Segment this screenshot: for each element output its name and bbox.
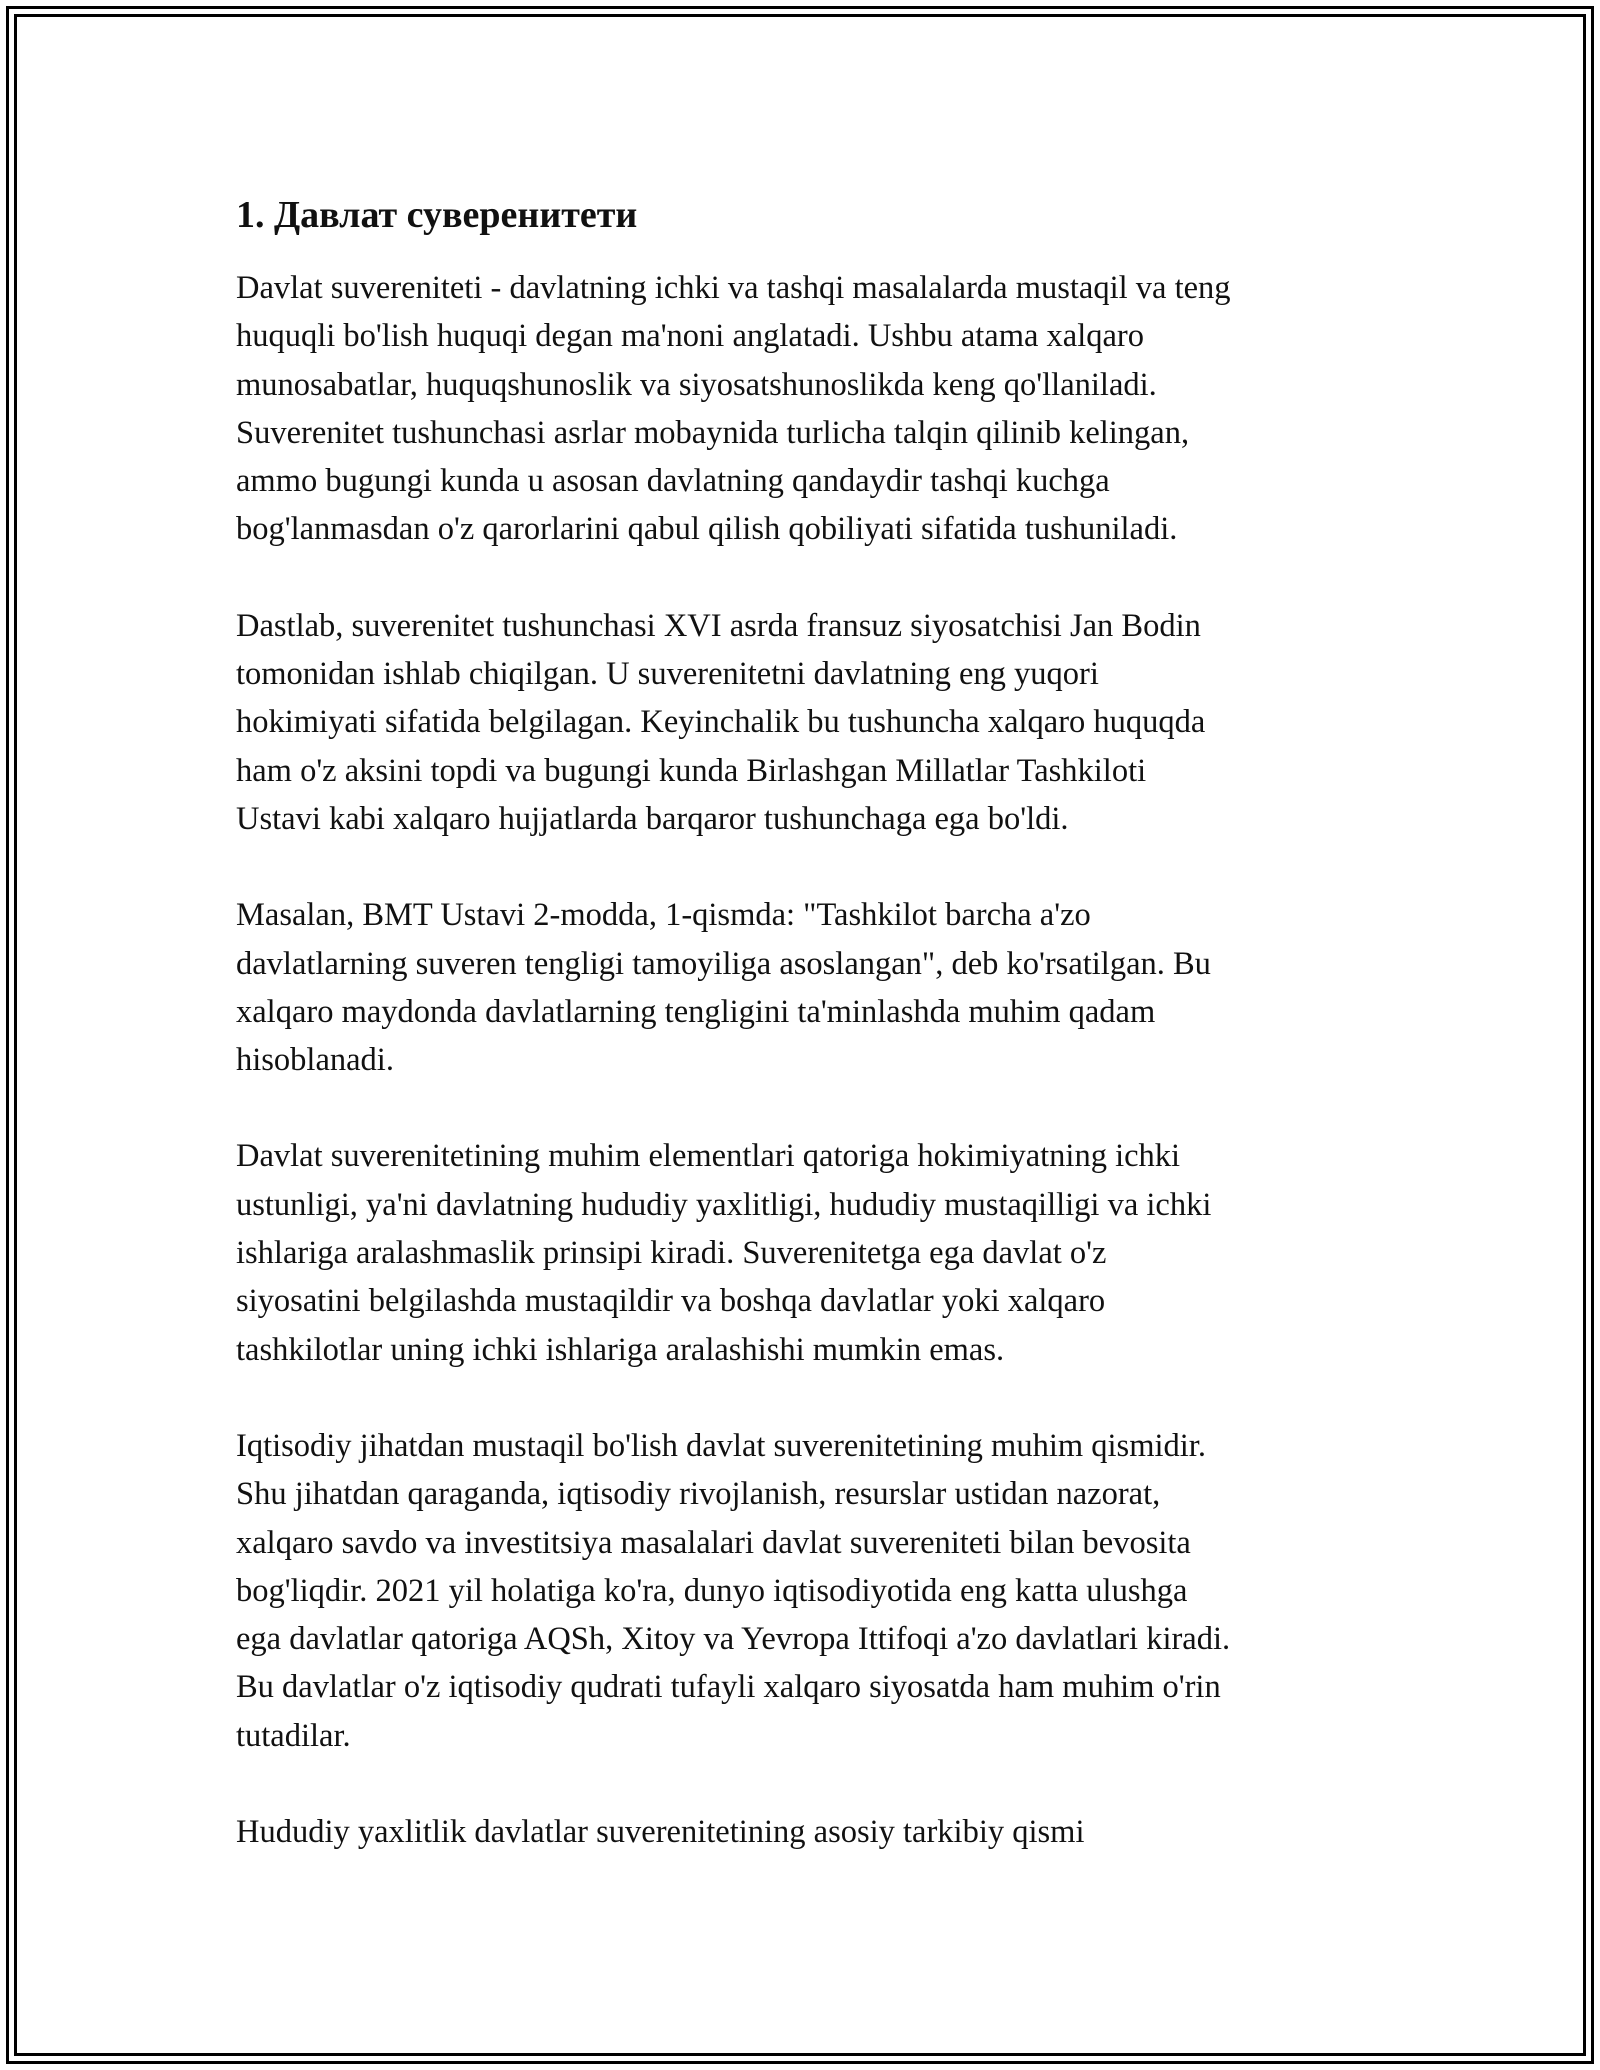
paragraph-5: Iqtisodiy jihatdan mustaqil bo'lish davlat suverenitetining muhim qismidir. Shu jihatdan qaraganda, iqtisodiy rivojlanish, resurslar ustidan nazorat, xalqaro savdo va investitsiya masalalari davlat suvereniteti bilan bevosita bog'liqdir. 2021 yil holatiga ko'ra, dunyo iqtisodiyotida eng katta ulushga ega davlatlar qatoriga AQSh, Xitoy va Yevropa Ittifoqi a'zo davlatlari kiradi. Bu davlatlar o'z iqtisodiy qudrati tufayli xalqaro siyosatda ham muhim o'rin tutadilar. — [236, 1427, 1231, 1754]
paragraph-4: Davlat suverenitetining muhim elementlari qatoriga hokimiyatning ichki ustunligi, ya'ni davlatning hududiy yaxlitligi, hududiy mustaqilligi va ichki ishlariga aralashmaslik prinsipi kiradi. Suverenitetga ega davlat o'z siyosatini belgilashda mustaqildir va boshqa davlatlar yoki xalqaro tashkilotlar uning ichki ishlariga aralashishi mumkin emas. — [236, 1138, 1212, 1368]
paragraph-6: Hududiy yaxlitlik davlatlar suverenitetining asosiy tarkibiy qismi — [236, 1814, 1085, 1851]
paragraph-1: Davlat suvereniteti - davlatning ichki va tashqi masalalarda mustaqil va teng huquqli bo'lish huquqi degan ma'noni anglatadi. Ushbu atama xalqaro munosabatlar, huquqshunoslik va siyosatshunoslikda keng qo'llaniladi. Suverenitet tushunchasi asrlar mobaynida turlicha talqin qilinib kelingan, ammo bugungi kunda u asosan davlatning qandaydir tashqi kuchga bog'lanmasdan o'z qarorlarini qabul qilish qobiliyati sifatida tushuniladi. — [236, 270, 1231, 548]
paragraph-2: Dastlab, suverenitet tushunchasi XVI asrda fransuz siyosatchisi Jan Bodin tomonidan ishlab chiqilgan. U suverenitetni davlatning eng yuqori hokimiyati sifatida belgilagan. Keyinchalik bu tushuncha xalqaro huquqda ham o'z aksini topdi va bugungi kunda Birlashgan Millatlar Tashkiloti Ustavi kabi xalqaro hujjatlarda barqaror tushunchaga ega bo'ldi. — [236, 607, 1206, 837]
paragraph-3: Masalan, BMT Ustavi 2-modda, 1-qismda: "Tashkilot barcha a'zo davlatlarning suveren tengligi tamoyiliga asoslangan", deb ko'rsatilgan. Bu xalqaro maydonda davlatlarning tengligini ta'minlashda muhim qadam hisoblanadi. — [236, 897, 1211, 1079]
document-body — [236, 188, 1376, 1904]
section-heading: 1. Давлат суверенитети — [236, 194, 638, 236]
